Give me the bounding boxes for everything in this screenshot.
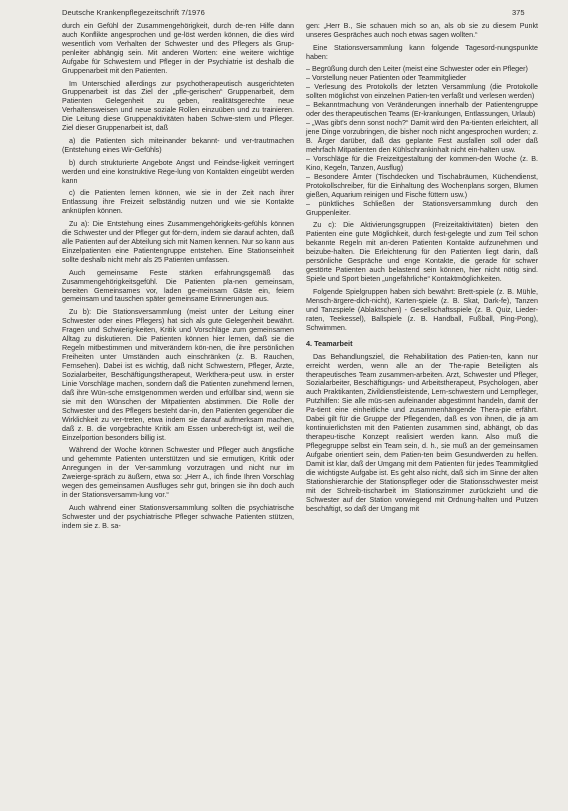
paragraph: Zu a): Die Entstehung eines Zusammengehörigkeits-gefühls können die Schwester und der Pfleger gut för-dern, indem sie darauf achten, daß alle Patienten auf der Abteilung sich mit Namen kennen. Nur so kann aus Einzelpatienten eine Patientengruppe entstehen. Eine Stationseinheit sollte deshalb nicht mehr als 25 Patienten umfassen. <box>62 220 294 264</box>
list-item: – Begrüßung durch den Leiter (meist eine Schwester oder ein Pfleger) <box>306 65 528 74</box>
paragraph: gen: „Herr B., Sie schauen mich so an, als ob sie zu diesem Punkt unseres Gespräches auch noch etwas sagen wollten.“ <box>306 22 538 39</box>
paragraph: Folgende Spielgruppen haben sich bewährt: Brett-spiele (z. B. Mühle, Mensch-ärgere-dich-nicht), Karten-spiele (z. B. Skat, Dark-fe), Tanzen und Tanzspiele (Ablaktschen) - Gesellschaftsspiele (z. B. Quiz, Lieder-raten, Teekessel), Ballspiele (z. B. Handball, Fußball, Ping-Pong), Schwimmen. <box>306 287 538 332</box>
paragraph: Auch gemeinsame Feste stärken erfahrungsgemäß das Zusammengehörigkeitsgefühl. Die Patienten pla-nen gemeinsam, bereiten Gemeinsames vor, laden ge-meinsam Gäste ein, feiern gemeinsam und tauschen später gemeinsame Erinnerungen aus. <box>62 268 294 304</box>
right-column <box>306 22 538 518</box>
agenda-lead: Eine Stationsversammlung kann folgende Tagesord-nungspunkte haben: <box>306 43 538 61</box>
left-column <box>62 22 294 534</box>
list-item: – Vorschläge für die Freizeitgestaltung der kommen-den Woche (z. B. Kino, Kegeln, Tanzen, Ausflug) <box>306 154 538 172</box>
list-item-a: a) die Patienten sich miteinander bekannt- und ver-trautmachen (Entstehung eines Wir-Gefühls) <box>62 137 294 154</box>
list-item-b: b) durch strukturierte Angebote Angst und Feindse-ligkeit verringert werden und eine konstruktive Rege-lung von Kontakten eingeübt werden kann <box>62 158 294 185</box>
section-heading: 4. Teamarbeit <box>306 338 353 348</box>
paragraph: Während der Woche können Schwester und Pfleger auch ängstliche und gehemmte Patienten unterstützen und sie ermutigen, Kritik oder Anregungen in der Ver-sammlung vorzutragen und nicht nur im Zweierge-spräch zu äußern, etwa so: „Herr A., ich finde Ihren Vorschlag wegen des gemeinsamen Ausfluges sehr gut, bringen sie ihn doch auch in der Stationsversamm-lung vor.“ <box>62 446 294 500</box>
paragraph: Im Unterschied allerdings zur psychotherapeutisch ausgerichteten Gruppenarbeit ist das Ziel der „pfle-gerischen“ Gruppenarbeit, dem Patienten Gelegenheit zu geben, realitätsgerechte neue Verhaltensweisen und neue soziale Rollen einzuüben und zu trainieren. Die Leitung diese Gruppenaktivitäten haben Schwe-stern und Pfleger. Ziel dieser Gruppenarbeit ist, daß <box>62 79 294 133</box>
list-item: – Bekanntmachung von Veränderungen innerhalb der Patientengruppe oder des therapeutischen Teams (Er-krankungen, Entlassungen, Urlaub) <box>306 101 538 119</box>
list-item: – Verlesung des Protokolls der letzten Versammlung (die Protokolle sollten möglichst von einzelnen Patien-ten verfaßt und verlesen werden) <box>306 83 538 101</box>
page-number: 375 <box>512 8 525 17</box>
paragraph: Zu c): Die Aktivierungsgruppen (Freizeitaktivitäten) bieten den Patienten eine gute Möglichkeit, durch fest-gelegte und zum Teil schon bekannte Regeln mit an-deren Patienten Kontakte aufzunehmen und beizube-halten. Die Erleichterung für den Patienten liegt darin, daß persönliche Gespräche und enge Kontakte, die gerade für schwer gestörte Patienten auch belastend sein können, hier nicht nötig sind. Spiele und Sport bieten „ungefährliche“ Kontaktmöglichkeiten. <box>306 221 538 284</box>
paragraph: Das Behandlungsziel, die Rehabilitation des Patien-ten, kann nur erreicht werden, wenn alle an der The-rapie Beteiligten als therapeutisches Team zusammen-arbeiten. Arzt, Schwester und Pfleger, Sozialarbeiter, Beschäftigungs- und Arbeitstherapeut, Psychologen, aber auch Praktikanten, Zivildienstleistende, Lern-schwestern und Lernpfleger, Putzhilfen: Sie alle müs-sen aufeinander abgestimmt handeln, damit der Pa-tient eine einheitliche und zusammenhängende Thera-pie erfährt. Dabei gilt für die Gruppe der Pflegenden, daß es von ihnen, die ja am kontinuierlichsten mit den Patienten zusammen sind, abhängt, ob das therapeu-tische Konzept realisiert werden kann. Also muß die Pflegegruppe selbst ein Team sein, d. h., sie muß an der gemeinsamen Aufgabe orientiert sein, dem Patien-ten beim Gesundwerden zu helfen. Damit ist klar, daß der Umgang mit dem Patienten für jedes Teammitglied die wichtigste Aufgabe ist. Es geht also nicht, daß sich im Sinne der alten Stationshierarchie der Stationspfleger oder die Stationsschwester meist mit der Schreib-tischarbeit im Stationszimmer zurückzieht und die Schwester auf der Station vorwiegend mit Ordnung-halten und Putzen beschäftigt, so daß der Umgang mit <box>306 352 538 513</box>
list-item: – „Was gibt's denn sonst noch?“ Damit wird den Pa-tienten erleichtert, all jene Dinge vorzubringen, die bisher noch nicht angesprochen wurden; z. B. Ärger darüber, daß das geplante Fest ausfallen soll oder daß mehrfach Mitpatienten den Kühlschrankinhalt nicht ein-halten usw. <box>306 119 538 154</box>
agenda-list <box>306 65 538 217</box>
paragraph: Zu b): Die Stationsversammlung (meist unter der Leitung einer Schwester oder eines Pflegers) hat sich als gute Gelegenheit bewährt. Fragen und Schwierig-keiten, Kritik und Vorschläge zum gemeinsamen Alltag zu diskutieren. Die Patienten können hier lernen, daß sie die Regeln mitbestimmen und mitverändern kön-nen, die ihre persönlichen Freiheiten unter Umständen auch einschränken (z. B. Rauchen, Fernsehen). Dabei ist es wichtig, daß nicht Schwestern, Pfleger, Ärzte, Sozialarbeiter, Beschäftigungstherapeut, Werkthera-peut usw. in erster Linie Vorschläge machen, sondern daß die Patienten zunehmend lernen, daß ihre Wün-sche ernstgenommen werden und erfüllbar sind, wenn sie sie mit den Wünschen der Mitpatienten abstimmen. Die Rolle der Schwester und des Pflegers besteht dar-in, den Patienten gegenüber die Wirklichkeit zu ver-treten, etwa indem sie darauf aufmerksam machen, daß z. B. die vorgebrachte Kritik am Essen unberech-tigt ist, weil die Einzelportion besonders billig ist. <box>62 308 294 442</box>
list-item: – Vorstellung neuer Patienten oder Teammitglieder <box>306 74 467 83</box>
list-item-c: c) die Patienten lernen können, wie sie in der Zeit nach ihrer Entlassung ihre Freizeit selbständig nutzen und wie sie Kontakte anknüpfen können. <box>62 189 294 216</box>
paragraph: durch ein Gefühl der Zusammengehörigkeit, durch de-ren Hilfe dann auch Konflikte angesprochen und ge-löst werden können, die dies wird wesentlich vom Verhalten der Schwester und des Pflegers als Grup-penleiter abhängig sein. Mit anderen Worten: eine weitere wichtige Aufgabe für Schwestern und Pfleger in der Psychiatrie ist deshalb die Gruppenarbeit mit den Patienten. <box>62 22 294 75</box>
paragraph: Auch während einer Stationsversammlung sollten die psychiatrische Schwester und der psychiatrische Pfleger schwache Patienten stützen, indem sie z. B. sa- <box>62 503 294 530</box>
running-head: Deutsche Krankenpflegezeitschrift 7/1976 <box>62 8 205 17</box>
list-item: – pünktliches Schließen der Stationsversammlung durch den Gruppenleiter. <box>306 199 538 217</box>
list-item: – Besondere Ämter (Tischdecken und Tischabräumen, Küchendienst, Protokollschreiber, für die Einhaltung des Wochenplans sorgen, Blumen gießen, Aquarium reinigen und Fische füttern usw.) <box>306 172 538 199</box>
